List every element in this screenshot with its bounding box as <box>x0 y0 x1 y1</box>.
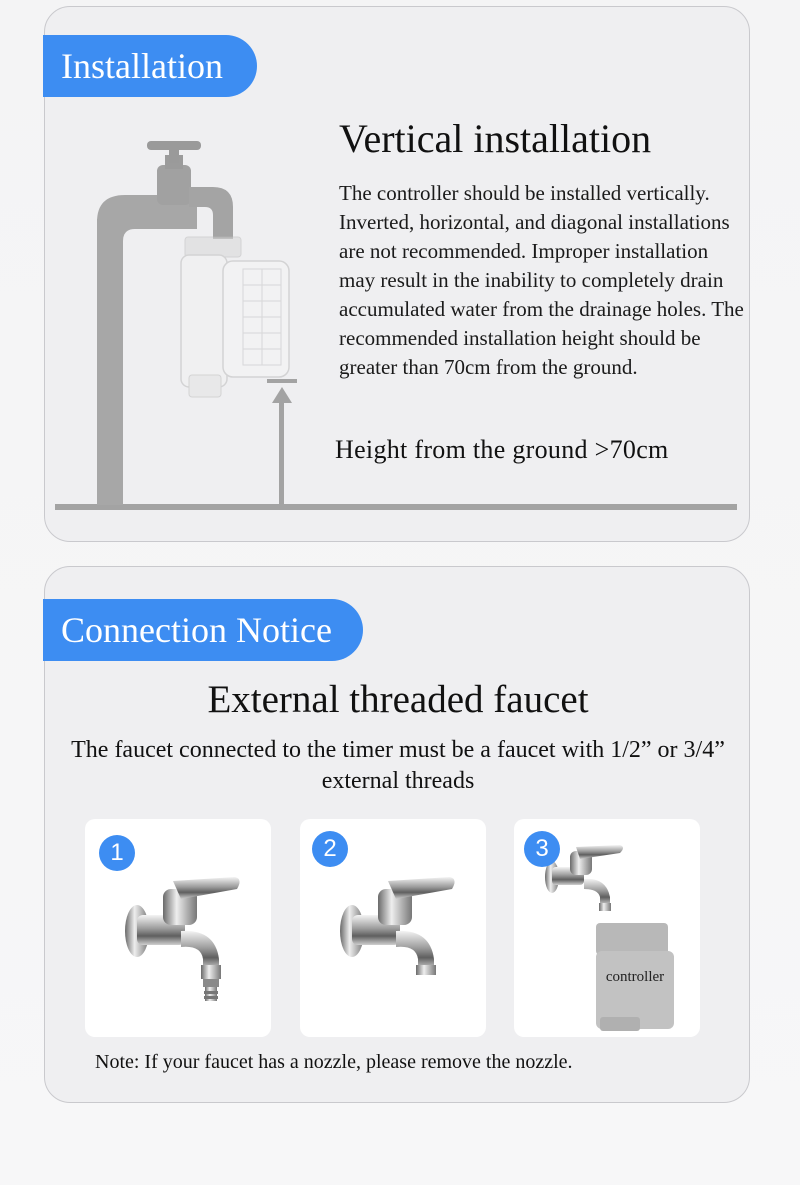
section-label-connection: Connection Notice <box>43 599 363 661</box>
vertical-installation-body: The controller should be installed vertically. Inverted, horizontal, and diagonal installations are not recommended. Improper installation may result in the inability to completely drain accumulated water from the drainage holes. The recommended installation height should be greater than 70cm from the ground. <box>339 181 744 379</box>
external-threaded-body: The faucet connected to the timer must be a faucet with 1/2” or 3/4” external threads <box>71 737 725 794</box>
vertical-installation-title: Vertical installation <box>339 116 652 161</box>
external-threaded-title: External threaded faucet <box>207 678 589 721</box>
step-tile-2 <box>300 819 486 1037</box>
section-label-installation: Installation <box>43 35 257 97</box>
connection-notice-card <box>44 566 750 1103</box>
step-tile-3 <box>514 819 700 1037</box>
step-number-badge: 2 <box>312 831 348 867</box>
step-number-badge: 1 <box>99 835 135 871</box>
step-number-badge: 3 <box>524 831 560 867</box>
step-tile-1 <box>85 819 271 1037</box>
nozzle-note: Note: If your faucet has a nozzle, please remove the nozzle. <box>95 1051 573 1073</box>
height-label: Height from the ground >70cm <box>335 435 669 464</box>
controller-label: controller <box>605 969 665 985</box>
installation-card <box>44 6 750 542</box>
